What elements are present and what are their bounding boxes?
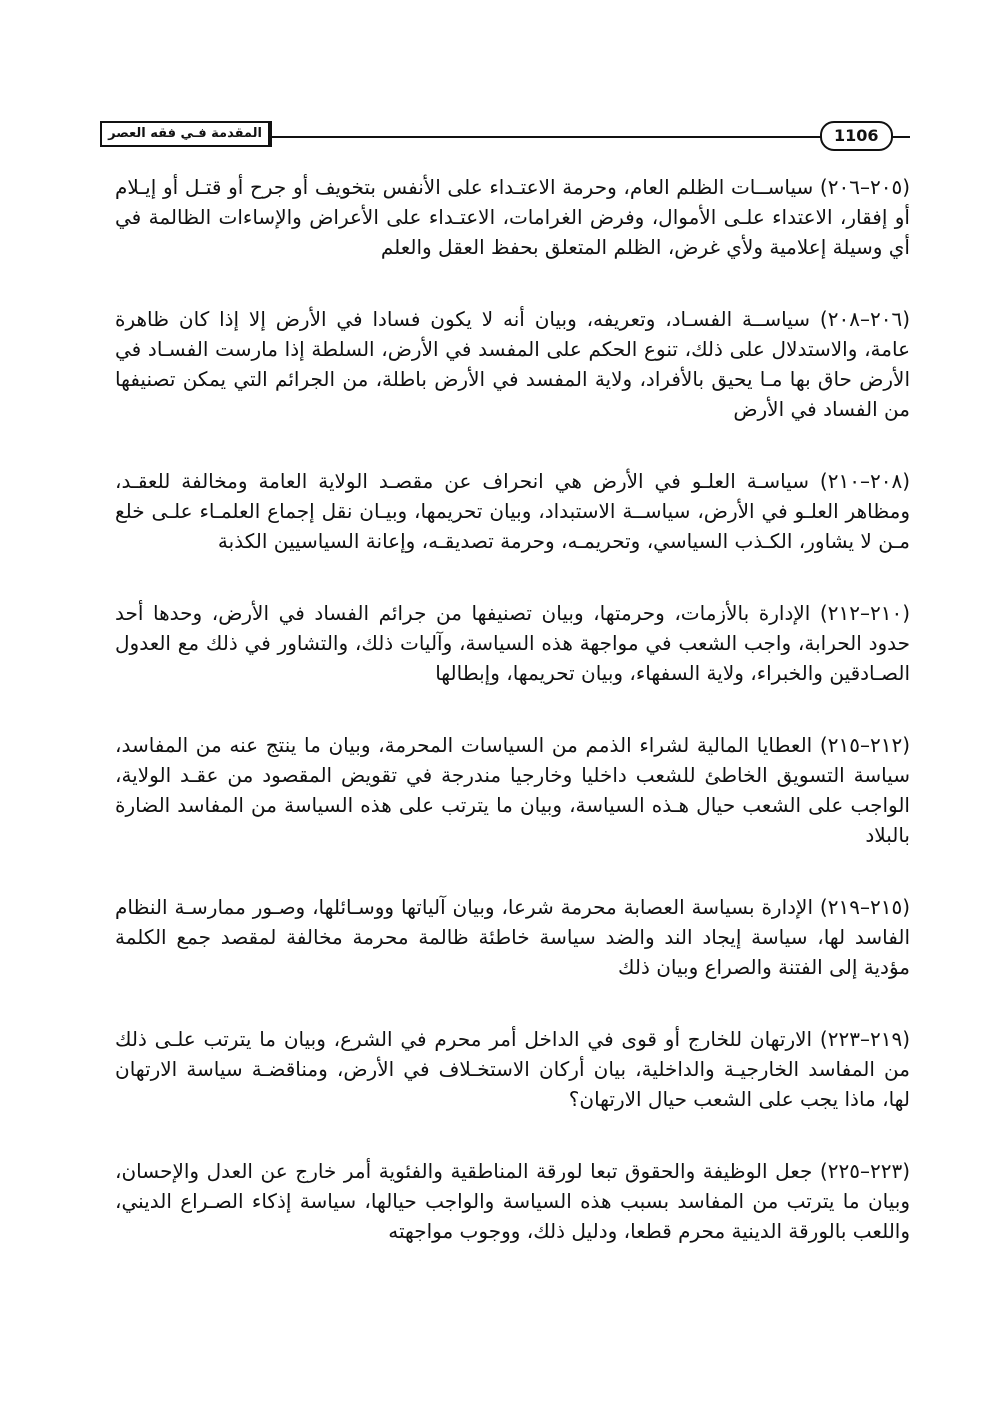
entry-text: الإدارة بالأزمات، وحرمتها، وبيان تصنيفها من جرائم الفساد في الأرض، وحدها أحد حدود الحرابة، واجب الشعب في مواجهة هذه السياسة، وآليات ذلك، والتشاور في ذلك مع العدول الصـادقين والخبراء، ولاية السفهاء، وبيان تحريمها، وإبطالها: [115, 601, 910, 685]
page-range: (٢٠٨–٢١٠): [819, 469, 911, 493]
page-range: (٢٠٦–٢٠٨): [819, 307, 911, 331]
page-range: (٢٢٣–٢٢٥): [819, 1159, 911, 1183]
entry-text: سياســات الظلم العام، وحرمة الاعتـداء على الأنفس بتخويف أو جرح أو قتـل أو إيـلام أو إفقار، الاعتداء علـى الأموال، وفرض الغرامات، الاعتـداء على الأعراض والإساءات الظالمة في أي وسيلة إعلامية ولأي غرض، الظلم المتعلق بحفظ العقل والعلم: [115, 175, 910, 259]
entry-text: الإدارة بسياسة العصابة محرمة شرعا، وبيان آلياتها ووسـائلها، وصـور ممارسـة النظام الفاسد لها، سياسة إيجاد الند والضد سياسة خاطئة ظالمة محرمة مخالفة لمقصد جمع الكلمة مؤدية إلى الفتنة والصراع وبيان ذلك: [115, 895, 910, 979]
index-entry: [115, 172, 910, 262]
index-entry: [115, 598, 910, 688]
index-entry: [115, 1024, 910, 1114]
index-entry: [115, 304, 910, 424]
page-range: (٢١٥–٢١٩): [819, 895, 911, 919]
entry-text: الارتهان للخارج أو قوى في الداخل أمر محرم في الشرع، وبيان ما يترتب علـى ذلك من المفاسد الخارجيـة والداخلية، بيان أركان الاستخـلاف في الأرض، ومناقضـة سياسة الارتهان لها، ماذا يجب على الشعب حيال الارتهان؟: [115, 1027, 910, 1111]
index-entries: [115, 172, 910, 1288]
index-entry: [115, 730, 910, 850]
page-range: (٢١٢–٢١٥): [819, 733, 910, 757]
page-number: 1106: [820, 121, 893, 151]
page-range: (٢١٩–٢٢٣): [819, 1027, 910, 1051]
page-range: (٢١٠–٢١٢): [819, 601, 910, 625]
index-entry: [115, 1156, 910, 1246]
page-header: [108, 118, 910, 148]
entry-text: العطايا المالية لشراء الذمم من السياسات المحرمة، وبيان ما ينتج عنه من المفاسد، سياسة التسويق الخاطئ للشعب داخليا وخارجيا مندرجة في تقويض المقصود من عقـد الولاية، الواجب على الشعب حيال هـذه السياسة، وبيان ما يترتب على هذه السياسة من المفاسد الضارة بالبلاد: [115, 733, 910, 847]
entry-text: سياسـة العلـو في الأرض هي انحراف عن مقصـد الولاية العامة ومخالفة للعقـد، ومظاهر العلـو في الأرض، سياســة الاستبداد، وبيان تحريمها، وبيـان نقل إجماع العلمـاء علـى خلع مـن لا يشاور، الكـذب السياسي، وتحريمـه، وحرمة تصديقـه، وإعانة السياسيين الكذبة: [115, 469, 910, 553]
page-range: (٢٠٥–٢٠٦): [819, 175, 910, 199]
entry-text: سياســة الفسـاد، وتعريفه، وبيان أنه لا يكون فسادا في الأرض إلا إذا كان ظاهرة عامة، والاستدلال على ذلك، تنوع الحكم على المفسد في الأرض، السلطة إذا مارست الفسـاد في الأرض حاق بها مـا يحيق بالأفراد، ولاية المفسد في الأرض باطلة، من الجرائم التي يمكن تصنيفها من الفساد في الأرض: [115, 307, 910, 421]
index-entry: [115, 892, 910, 982]
entry-text: جعل الوظيفة والحقوق تبعا لورقة المناطقية والفئوية أمر خارج عن العدل والإحسان، وبيان ما يترتب من المفاسد بسبب هذه السياسة والواجب حيالها، سياسة إذكاء الصـراع الديني، واللعب بالورقة الدينية محرم قطعا، ودليل ذلك، ووجوب مواجهته: [115, 1159, 910, 1243]
index-entry: [115, 466, 910, 556]
book-title: المقدمة فـي فقه العصر: [100, 121, 272, 147]
